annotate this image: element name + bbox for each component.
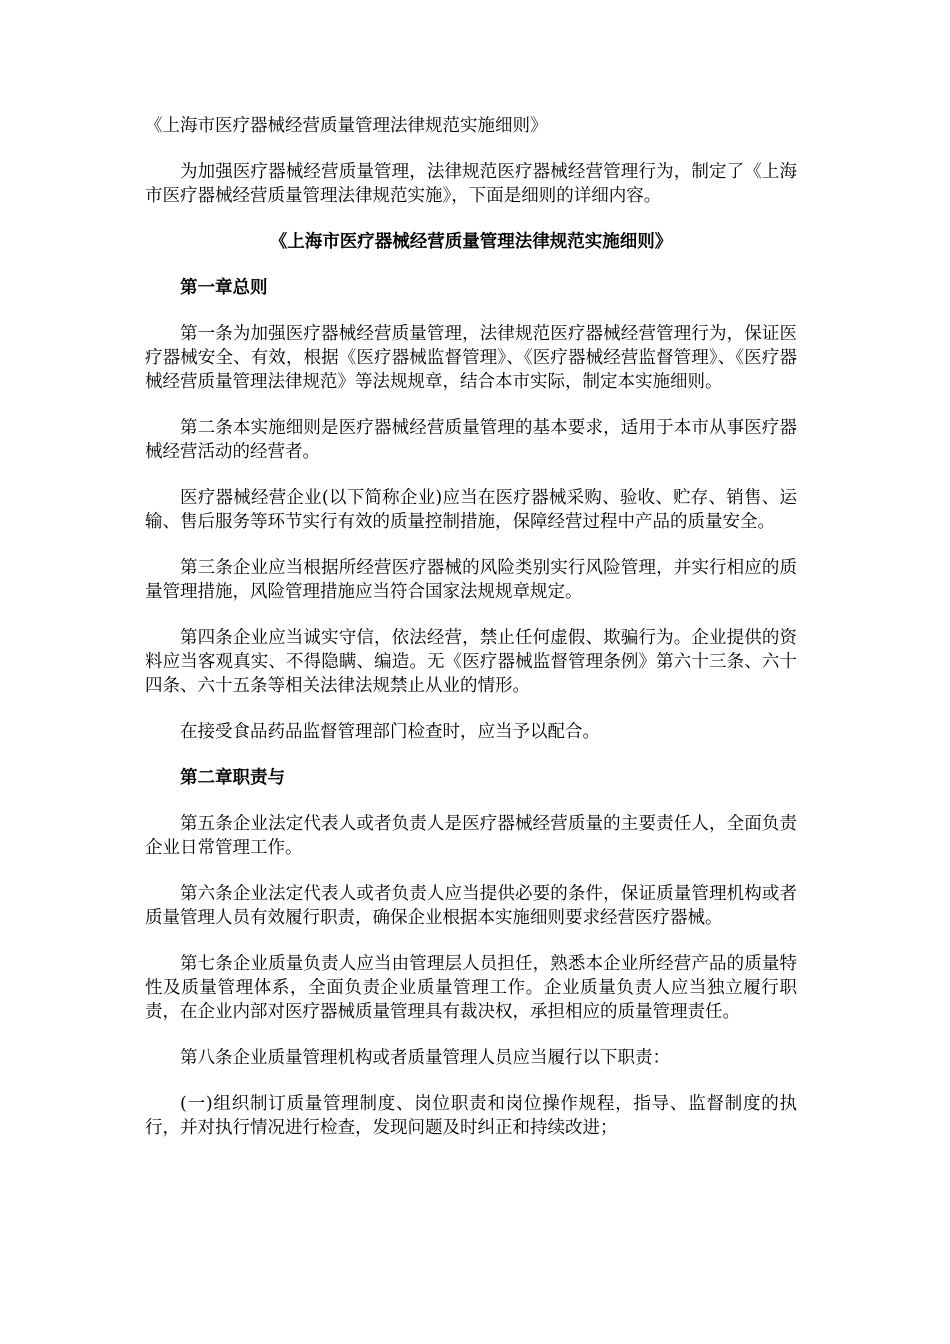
article-8-item-1: (一)组织制订质量管理制度、岗位职责和岗位操作规程，指导、监督制度的执行，并对执行情况进行检查，发现问题及时纠正和持续改进；: [145, 1094, 797, 1138]
article-8: 第八条企业质量管理机构或者质量管理人员应当履行以下职责：: [180, 1048, 670, 1068]
article-6: 第六条企业法定代表人或者负责人应当提供必要的条件，保证质量管理机构或者质量管理人员有效履行职责，确保企业根据本实施细则要求经营医疗器械。: [145, 884, 797, 928]
intro-paragraph: 为加强医疗器械经营质量管理，法律规范医疗器械经营管理行为，制定了《上海市医疗器械经营质量管理法律规范实施》，下面是细则的详细内容。: [145, 162, 797, 206]
article-4: 第四条企业应当诚实守信，依法经营，禁止任何虚假、欺骗行为。企业提供的资料应当客观真实、不得隐瞒、编造。无《医疗器械监督管理条例》第六十三条、六十四条、六十五条等相关法律法规禁止从业的情形。: [145, 628, 797, 696]
article-2-continued: 医疗器械经营企业(以下简称企业)应当在医疗器械采购、验收、贮存、销售、运输、售后服务等环节实行有效的质量控制措施，保障经营过程中产品的质量安全。: [145, 488, 797, 532]
chapter-1-heading: 第一章总则: [180, 278, 268, 298]
article-4-continued: 在接受食品药品监督管理部门检查时，应当予以配合。: [180, 722, 600, 742]
document-page: [145, 114, 797, 1162]
article-5: 第五条企业法定代表人或者负责人是医疗器械经营质量的主要责任人，全面负责企业日常管理工作。: [145, 814, 797, 858]
chapter-2-heading: 第二章职责与: [180, 768, 285, 788]
document-center-title: 《上海市医疗器械经营质量管理法律规范实施细则》: [269, 232, 673, 252]
article-3: 第三条企业应当根据所经营医疗器械的风险类别实行风险管理，并实行相应的质量管理措施，风险管理措施应当符合国家法规规章规定。: [145, 558, 797, 602]
article-2: 第二条本实施细则是医疗器械经营质量管理的基本要求，适用于本市从事医疗器械经营活动的经营者。: [145, 418, 797, 462]
document-top-title: 《上海市医疗器械经营质量管理法律规范实施细则》: [145, 116, 548, 136]
article-1: 第一条为加强医疗器械经营质量管理，法律规范医疗器械经营管理行为，保证医疗器械安全、有效，根据《医疗器械监督管理》、《医疗器械经营监督管理》、《医疗器械经营质量管理法律规范》等法规规章，结合本市实际，制定本实施细则。: [145, 324, 797, 392]
article-7: 第七条企业质量负责人应当由管理层人员担任，熟悉本企业所经营产品的质量特性及质量管理体系，全面负责企业质量管理工作。企业质量负责人应当独立履行职责，在企业内部对医疗器械质量管理具有裁决权，承担相应的质量管理责任。: [145, 954, 797, 1022]
